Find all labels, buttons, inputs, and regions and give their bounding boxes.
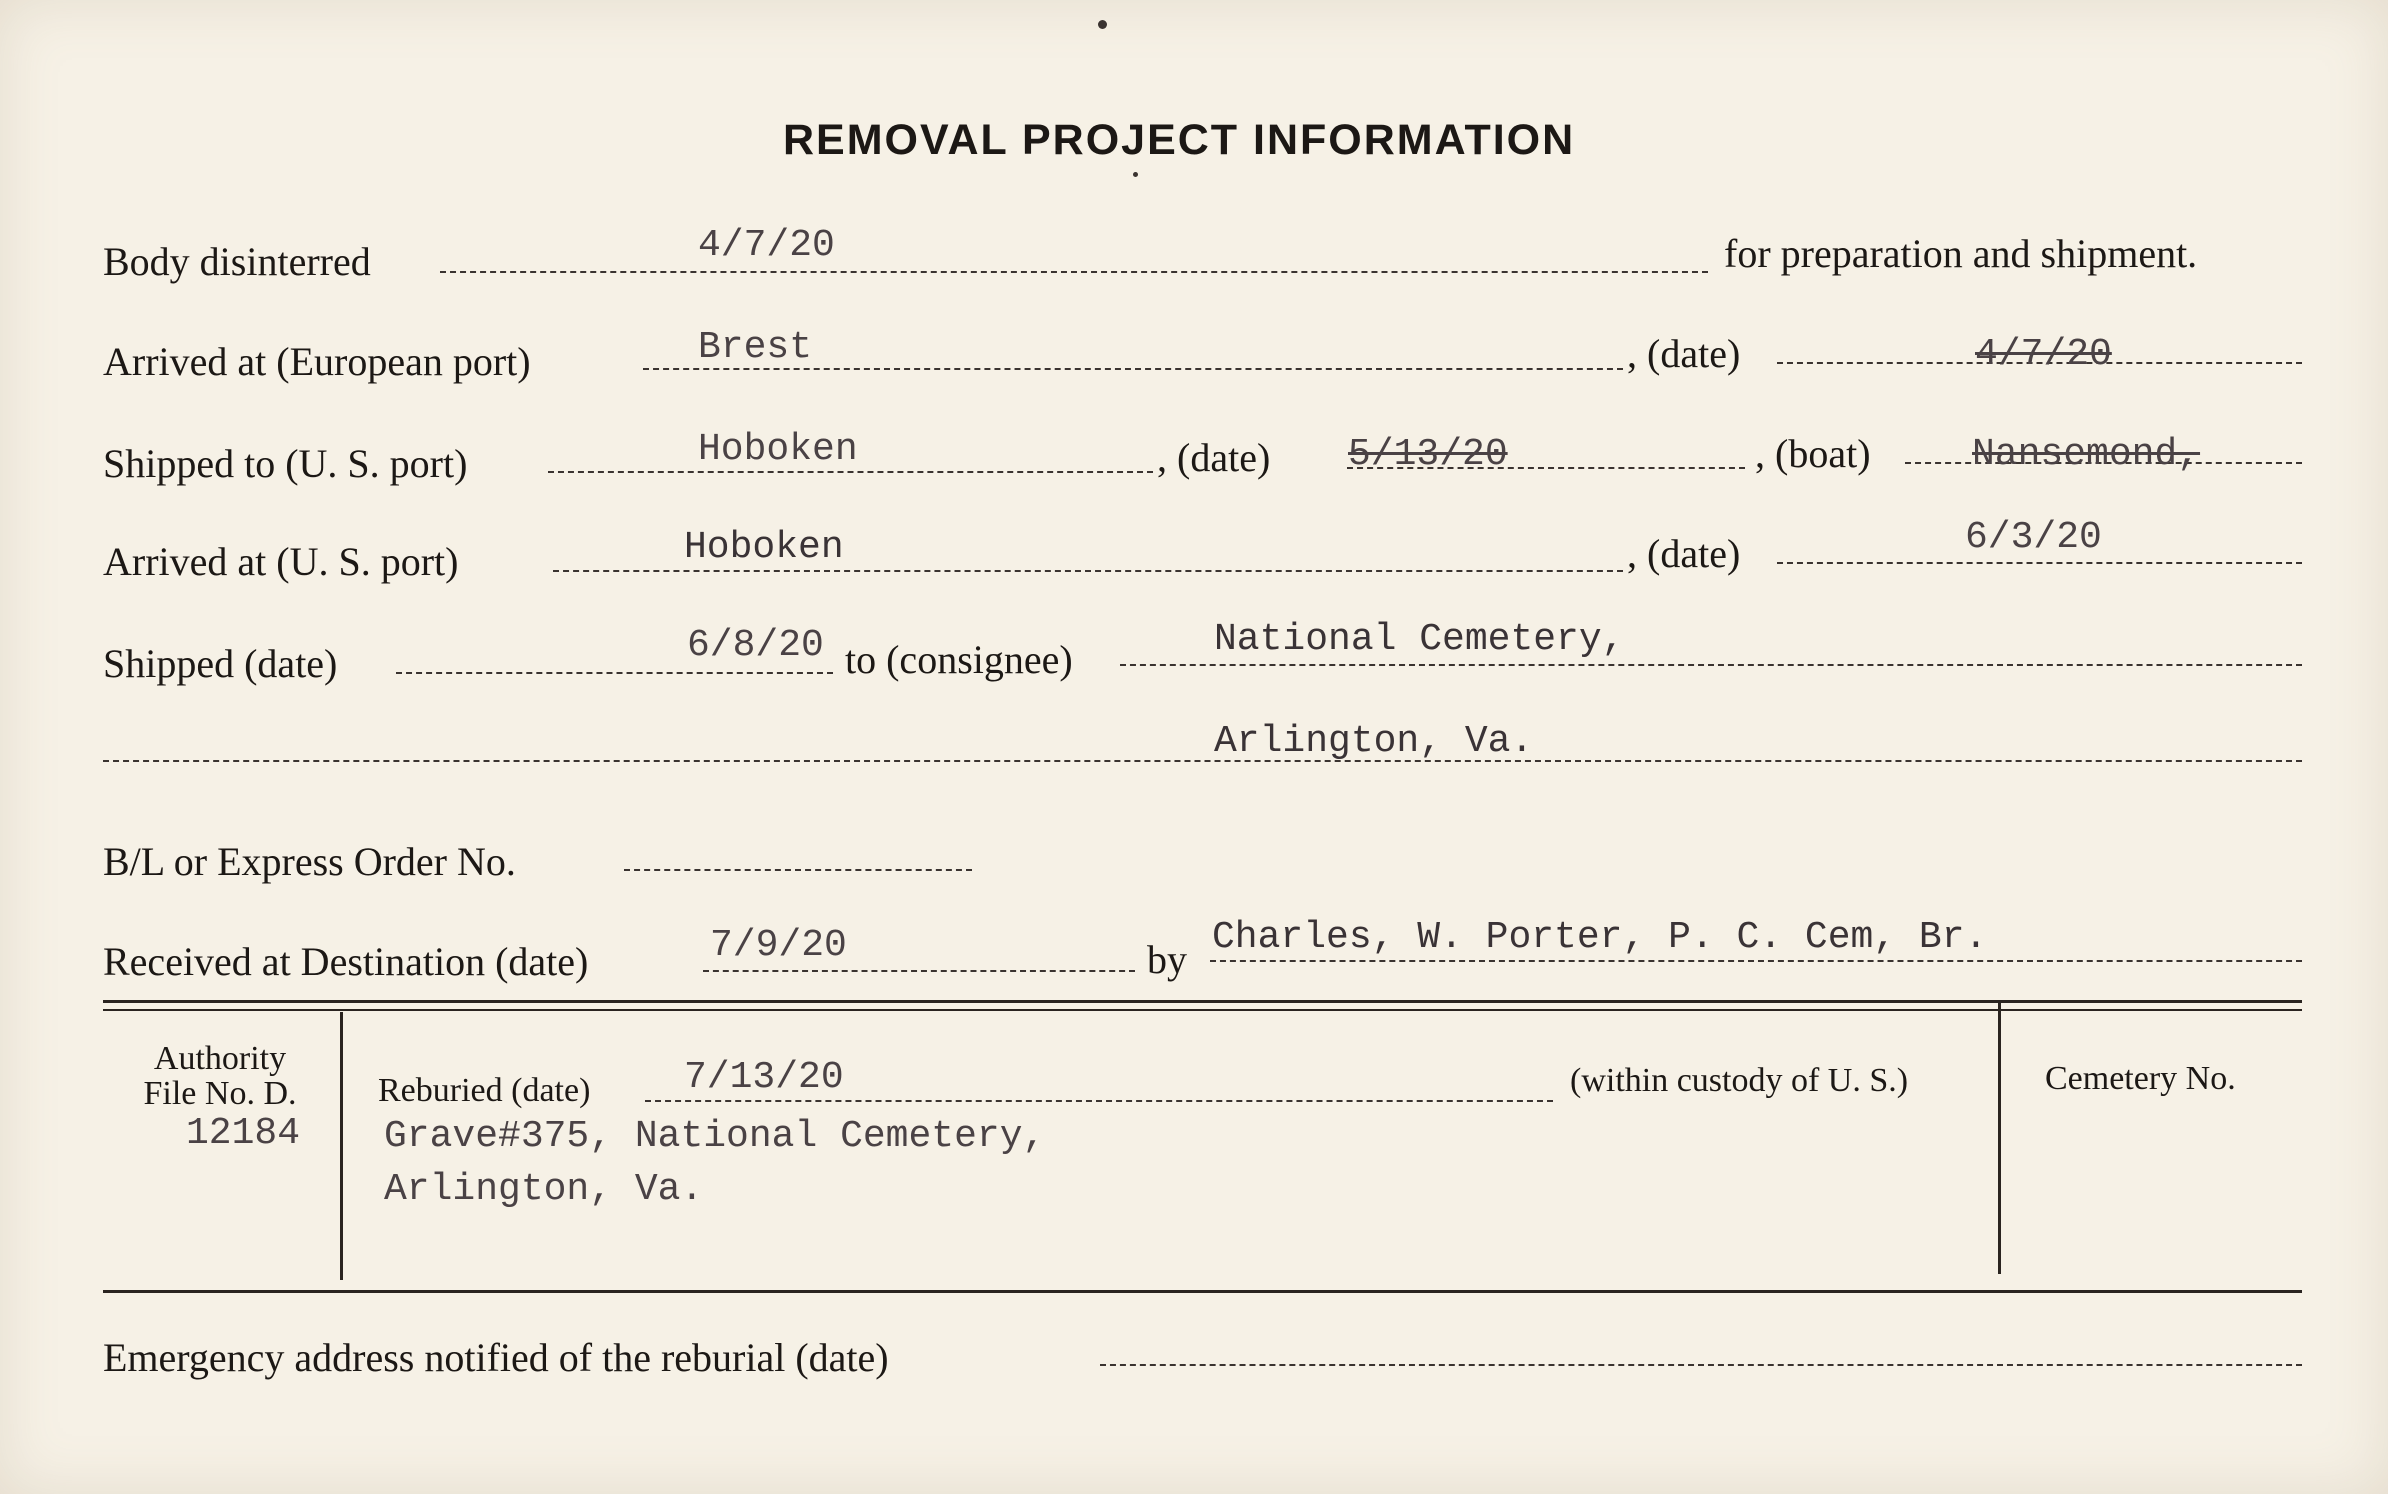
shipped-date-row-label: Shipped (date) — [103, 641, 338, 686]
received-by-line — [1210, 960, 2302, 962]
column-divider-right — [1998, 1000, 2001, 1274]
ink-speck — [1098, 20, 1107, 29]
shipped-consignee-date-value: 6/8/20 — [687, 624, 824, 667]
shipped-date-label: , (date) — [1157, 435, 1271, 480]
arrived-date-value: 6/3/20 — [1965, 516, 2102, 559]
consignee-line2-value: Arlington, Va. — [1214, 720, 1534, 763]
received-date-line — [703, 970, 1135, 972]
table-top-rule — [103, 1000, 2302, 1003]
reburied-date-value: 7/13/20 — [684, 1056, 844, 1099]
within-custody-label: (within custody of U. S.) — [1570, 1062, 1909, 1099]
shipped-date-value: 5/13/20 — [1348, 433, 1508, 476]
received-by-label: by — [1147, 937, 1187, 982]
authority-file-value: 12184 — [186, 1112, 301, 1155]
arrived-us-label: Arrived at (U. S. port) — [103, 539, 459, 584]
reburied-date-label: Reburied (date) — [378, 1072, 591, 1109]
cemetery-no-label: Cemetery No. — [2045, 1060, 2236, 1097]
for-preparation-label: for preparation and shipment. — [1724, 231, 2198, 276]
reburied-date-line — [645, 1100, 1553, 1102]
ink-speck — [1133, 172, 1138, 177]
bl-order-line — [624, 869, 972, 871]
bl-order-label: B/L or Express Order No. — [103, 839, 516, 884]
european-port-value: Brest — [698, 326, 813, 369]
emergency-date-line — [1100, 1364, 2302, 1366]
column-divider-left — [340, 1012, 343, 1280]
shipped-to-us-label: Shipped to (U. S. port) — [103, 441, 468, 486]
consignee-line1-value: National Cemetery, — [1214, 618, 1625, 661]
european-date-label: , (date) — [1627, 331, 1741, 376]
consignee-line2 — [103, 760, 2302, 762]
authority-label-line2: File No. D. — [143, 1075, 297, 1112]
shipped-to-us-line — [548, 471, 1153, 473]
arrived-european-label: Arrived at (European port) — [103, 339, 531, 384]
received-date-value: 7/9/20 — [710, 924, 847, 967]
us-port-arrived-value: Hoboken — [684, 526, 844, 569]
authority-label-line1: Authority — [153, 1040, 287, 1077]
form-title: REMOVAL PROJECT INFORMATION — [783, 116, 1576, 164]
boat-label: , (boat) — [1755, 431, 1871, 476]
grave-line1-value: Grave#375, National Cemetery, — [384, 1115, 1046, 1158]
consignee-line1 — [1120, 664, 2302, 666]
body-disinterred-value: 4/7/20 — [698, 224, 835, 267]
arrived-date-line — [1777, 562, 2302, 564]
arrived-date-label: , (date) — [1627, 531, 1741, 576]
grave-line2-value: Arlington, Va. — [384, 1168, 704, 1211]
table-top-rule-secondary — [103, 1009, 2302, 1011]
received-by-value: Charles, W. Porter, P. C. Cem, Br. — [1212, 916, 1988, 959]
table-bottom-rule — [103, 1290, 2302, 1293]
european-date-value: 4/7/20 — [1975, 333, 2112, 376]
shipped-consignee-date-line — [396, 672, 833, 674]
us-port-shipped-value: Hoboken — [698, 428, 858, 471]
emergency-address-label: Emergency address notified of the reburial (date) — [103, 1335, 889, 1380]
received-destination-label: Received at Destination (date) — [103, 939, 589, 984]
body-disinterred-label: Body disinterred — [103, 239, 371, 284]
body-disinterred-line — [440, 271, 1708, 273]
arrived-us-line — [553, 570, 1623, 572]
boat-value: Nansemond, — [1972, 433, 2201, 476]
to-consignee-label: to (consignee) — [845, 637, 1073, 682]
